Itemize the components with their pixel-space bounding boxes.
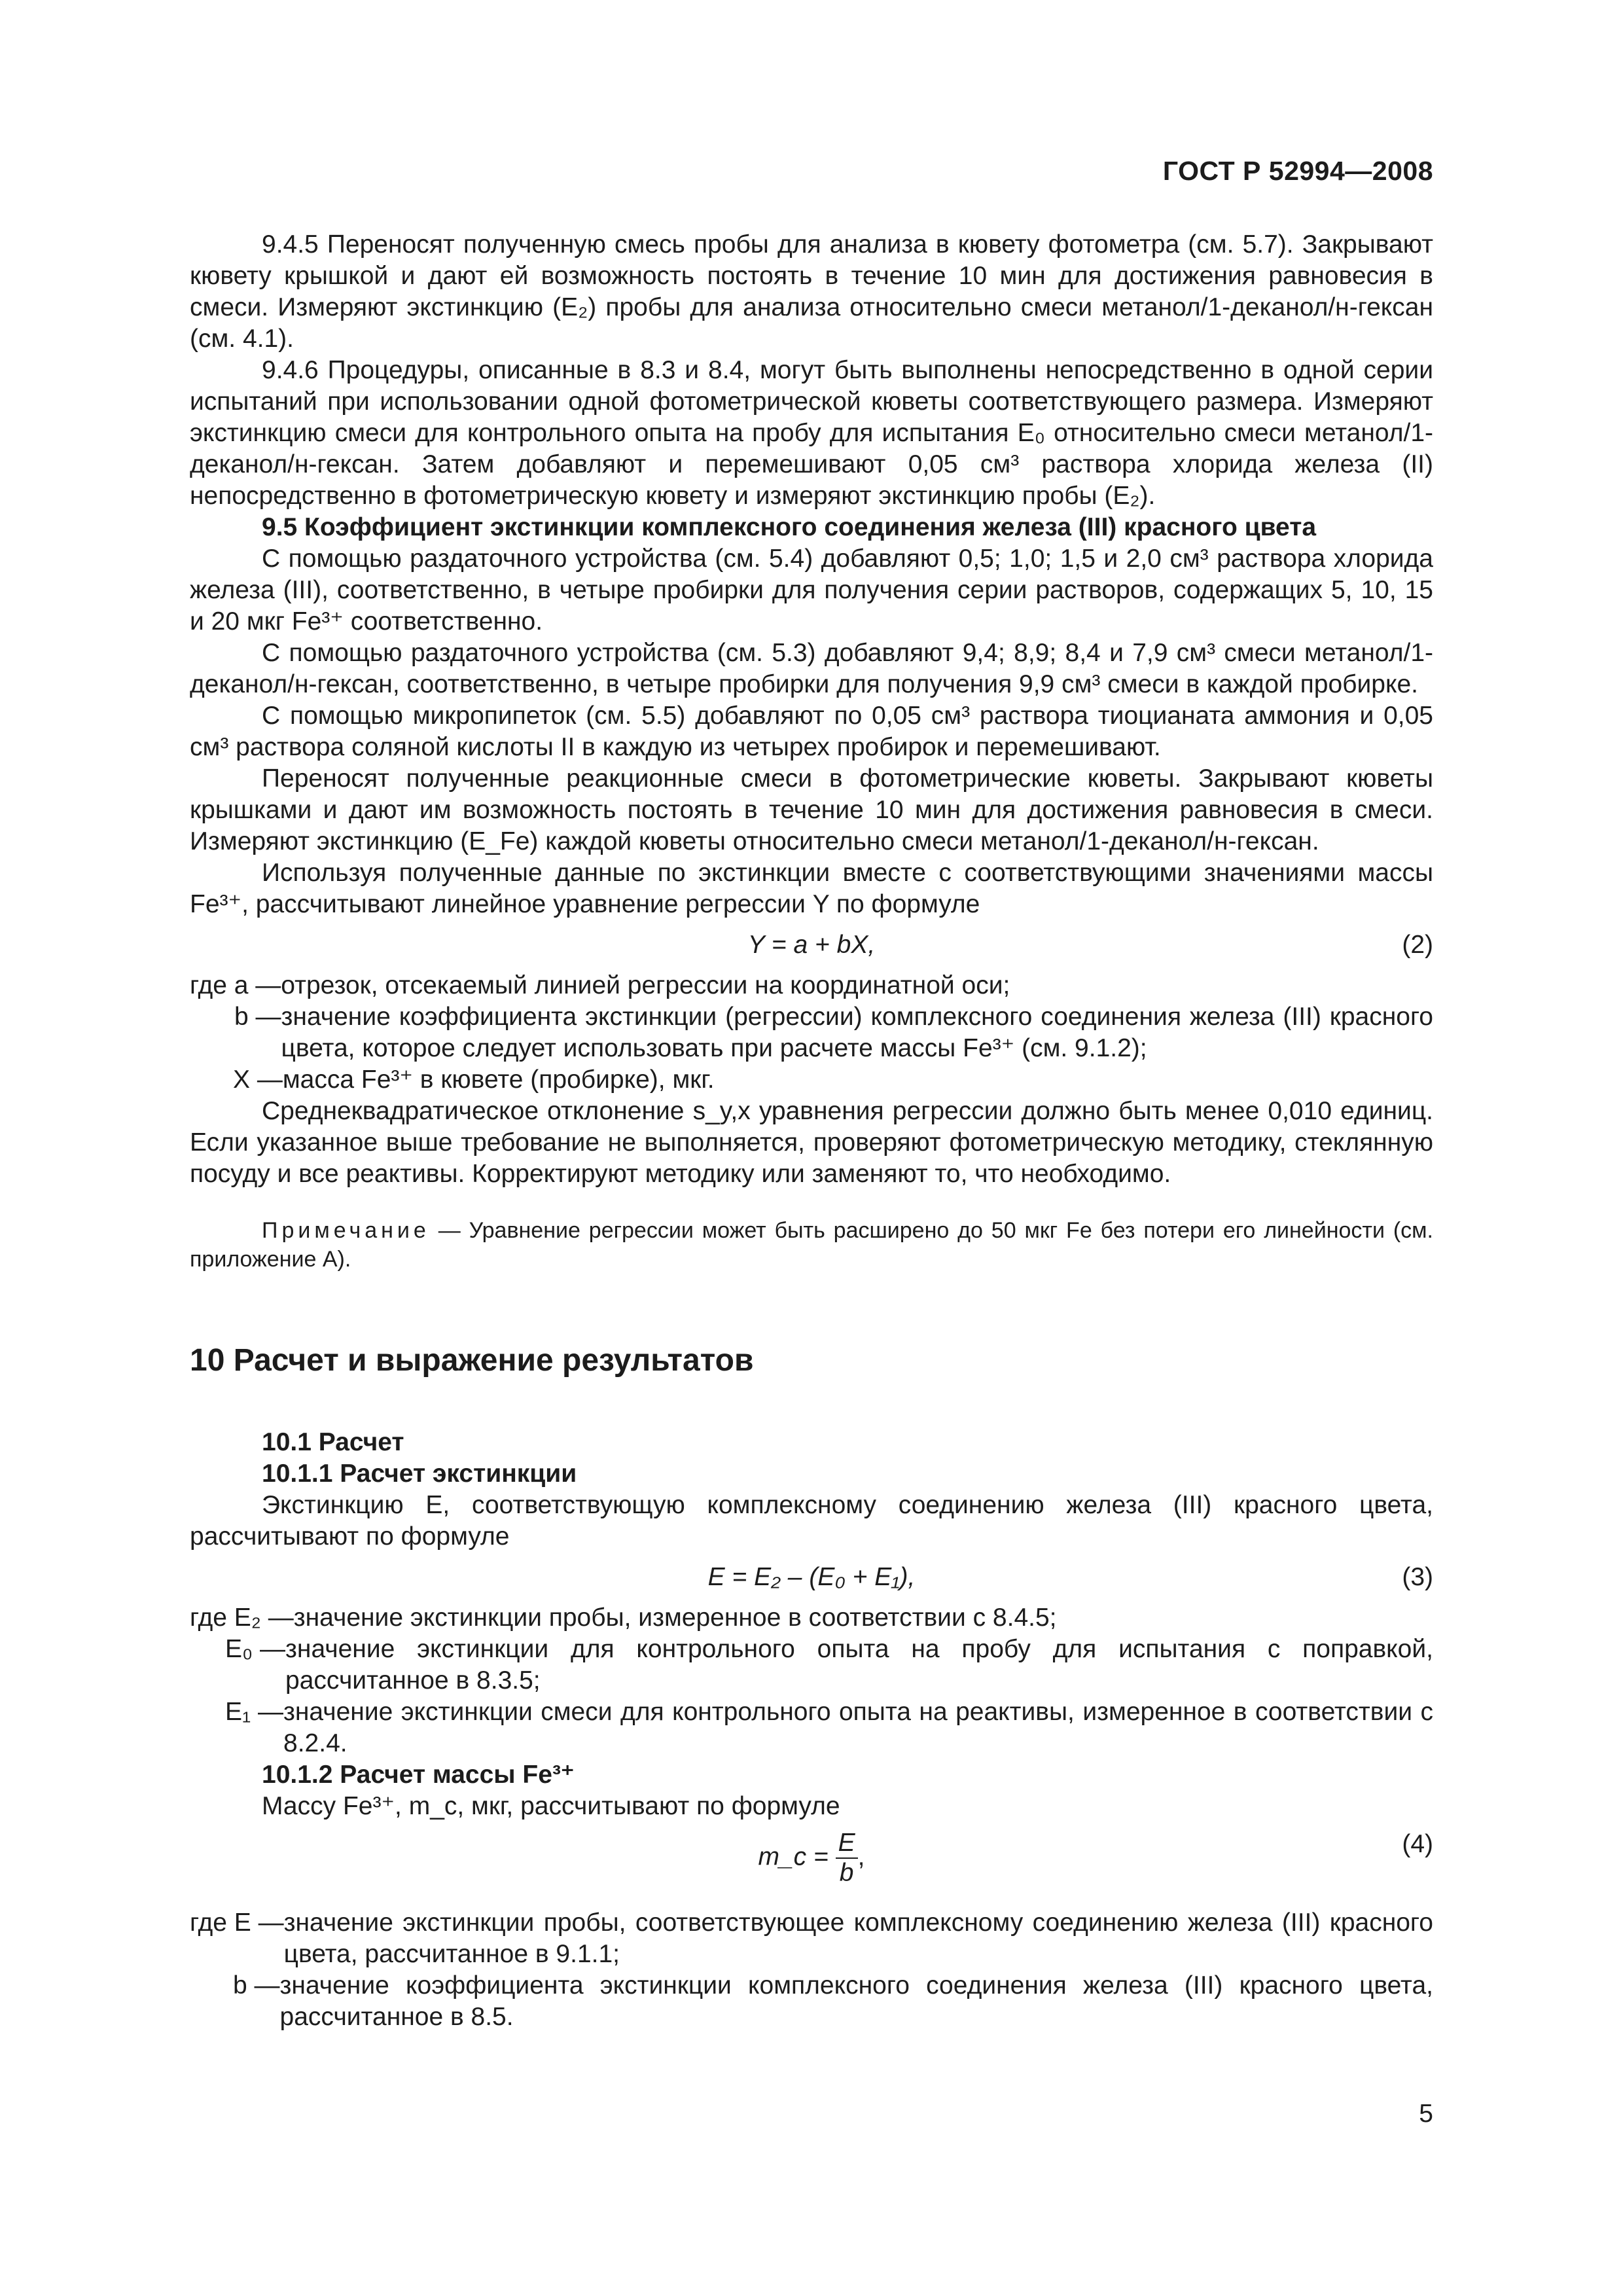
paragraph-9-5-a: С помощью раздаточного устройства (см. 5.4) добавляют 0,5; 1,0; 1,5 и 2,0 см³ раствора хлорида железа (III), соответственно, в четыре пробирки для получения серии растворов, содержащих 5, 10, 15 и 20 мкг Fe³⁺ соответственно. xyxy=(190,545,1433,636)
formula-4-fraction xyxy=(836,1829,858,1888)
heading-10-1-1: 10.1.1 Расчет экстинкции xyxy=(262,1460,577,1488)
section-10-heading: 10 Расчет и выражение результатов xyxy=(190,1343,754,1378)
formula-4 xyxy=(190,1829,1433,1894)
formula-2 xyxy=(190,929,1433,961)
definition-label: X — xyxy=(233,1066,283,1094)
heading-10-1: 10.1 Расчет xyxy=(262,1428,404,1456)
definition-text: масса Fe³⁺ в кювете (пробирке), мкг. xyxy=(282,1066,715,1094)
paragraph-9-5-e: Используя полученные данные по экстинкции вместе с соответствующими значениями массы Fe³⁺, рассчитывают линейное уравнение регрессии Y по формуле xyxy=(190,859,1433,918)
formula-3-number: (3) xyxy=(1402,1563,1433,1591)
note xyxy=(190,1216,1433,1274)
definition-item xyxy=(190,1696,1433,1759)
definition-item xyxy=(190,1602,1433,1634)
definition-text: значение коэффициента экстинкции (регрессии) комплексного соединения железа (III) красного цвета, которое следует использовать при расчете массы Fe³⁺ (см. 9.1.2); xyxy=(281,1003,1433,1062)
definition-label: где a — xyxy=(190,971,281,999)
definition-item xyxy=(190,970,1433,1001)
page-number: 5 xyxy=(1419,2100,1433,2128)
definition-item xyxy=(190,1634,1433,1696)
definition-item xyxy=(190,1001,1433,1064)
definition-label: b — xyxy=(234,1003,281,1031)
definition-item xyxy=(190,1970,1433,2033)
standard-header: ГОСТ Р 52994—2008 xyxy=(1162,156,1433,186)
formula-4-comma: , xyxy=(857,1842,865,1871)
paragraph-9-4-6: 9.4.6 Процедуры, описанные в 8.3 и 8.4, могут быть выполнены непосредственно в одной серии испытаний при использовании одной фотометрической кюветы соответствующего размера. Измеряют экстинкцию смеси для контрольного опыта на пробу для испытания E₀ относительно смеси метанол/1-деканол/н-гексан. Затем добавляют и перемешивают 0,05 см³ раствора хлорида железа (II) непосредственно в фотометрическую кювету и измеряют экстинкцию пробы (E₂). xyxy=(190,356,1434,510)
formula-4-lhs: m_c = xyxy=(758,1842,829,1871)
paragraph-9-5-c: С помощью микропипеток (см. 5.5) добавляют по 0,05 см³ раствора тиоцианата аммония и 0,05 см³ раствора соляной кислоты II в каждую из четырех пробирок и перемешивают. xyxy=(190,702,1433,761)
formula-4-numerator: E xyxy=(836,1829,858,1859)
definition-label: где E₂ — xyxy=(190,1604,294,1632)
paragraph-9-5-b: С помощью раздаточного устройства (см. 5.3) добавляют 9,4; 8,9; 8,4 и 7,9 см³ смеси метанол/1-деканол/н-гексан, соответственно, в четыре пробирки для получения 9,9 см³ смеси в каждой пробирке. xyxy=(190,639,1433,698)
paragraph-10-1-1: Экстинкцию E, соответствующую комплексному соединению железа (III) красного цвета, рассчитывают по формуле xyxy=(190,1491,1433,1551)
paragraph-9-4-5: 9.4.5 Переносят полученную смесь пробы для анализа в кювету фотометра (см. 5.7). Закрывают кювету крышкой и дают ей возможность постоять в течение 10 мин для достижения равновесия в смеси. Измеряют экстинкцию (E₂) пробы для анализа относительно смеси метанол/1-деканол/н-гексан (см. 4.1). xyxy=(190,230,1433,353)
definition-label: E₁ — xyxy=(225,1698,284,1726)
note-text: — Уравнение регрессии может быть расширено до 50 мкг Fe без потери его линейности (см. приложение А). xyxy=(190,1218,1433,1272)
formula-2-number: (2) xyxy=(1402,931,1433,959)
definition-text: значение экстинкции пробы, измеренное в соответствии с 8.4.5; xyxy=(293,1604,1057,1632)
definitions-formula-4 xyxy=(190,1907,1433,2033)
definition-text: значение экстинкции для контрольного опыта на пробу для испытания с поправкой, рассчитанное в 8.3.5; xyxy=(285,1635,1433,1695)
formula-3-expression: E = E₂ – (E₀ + E₁), xyxy=(707,1563,916,1591)
heading-9-5: 9.5 Коэффициент экстинкции комплексного соединения железа (III) красного цвета xyxy=(262,513,1317,541)
formula-2-expression: Y = a + bX, xyxy=(747,931,876,959)
definition-text: значение экстинкции пробы, соответствующее комплексному соединению железа (III) красного цвета, рассчитанное в 9.1.1; xyxy=(283,1909,1433,1968)
definition-label: b — xyxy=(233,1971,280,2000)
formula-4-number: (4) xyxy=(1402,1830,1433,1858)
definitions-formula-2 xyxy=(190,970,1433,1096)
definitions-formula-3 xyxy=(190,1602,1433,1759)
paragraph-10-1-2: Массу Fe³⁺, m_c, мкг, рассчитывают по формуле xyxy=(262,1792,840,1820)
definition-label: E₀ — xyxy=(225,1635,286,1663)
document-body xyxy=(190,229,1433,2033)
heading-10-1-2: 10.1.2 Расчет массы Fe³⁺ xyxy=(262,1761,575,1789)
formula-4-denominator: b xyxy=(839,1859,854,1887)
formula-3 xyxy=(190,1562,1433,1593)
definition-item xyxy=(190,1907,1433,1970)
definition-text: значение экстинкции смеси для контрольного опыта на реактивы, измеренное в соответствии с 8.2.4. xyxy=(283,1698,1433,1757)
note-label: Примечание xyxy=(262,1218,430,1243)
definition-label: где E — xyxy=(190,1909,284,1937)
definition-text: отрезок, отсекаемый линией регрессии на координатной оси; xyxy=(281,971,1010,999)
paragraph-9-5-f: Среднеквадратическое отклонение s_y,x уравнения регрессии должно быть менее 0,010 единиц. Если указанное выше требование не выполняется, проверяют фотометрическую методику, стеклянную посуду и все реактивы. Корректируют методику или заменяют то, что необходимо. xyxy=(190,1097,1433,1188)
definition-item xyxy=(190,1064,1433,1096)
definition-text: значение коэффициента экстинкции комплексного соединения железа (III) красного цвета, рассчитанное в 8.5. xyxy=(279,1971,1433,2031)
paragraph-9-5-d: Переносят полученные реакционные смеси в фотометрические кюветы. Закрывают кюветы крышками и дают им возможность постоять в течение 10 мин для достижения равновесия в смеси. Измеряют экстинкцию (E_Fe) каждой кюветы относительно смеси метанол/1-деканол/н-гексан. xyxy=(190,764,1433,855)
